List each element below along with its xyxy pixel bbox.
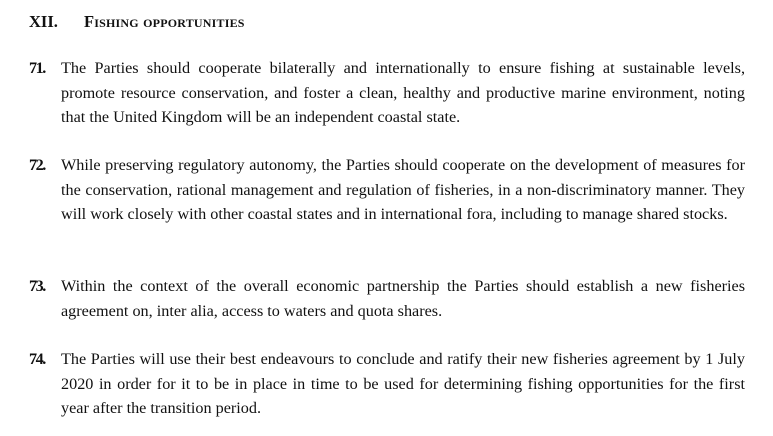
paragraph-72: [29, 153, 745, 227]
paragraph-text: The Parties will use their best endeavours to conclude and ratify their new fisheries agreement by 1 July 2020 in order for it to be in place in time to be used for determining fishing opportunities for the first year after the transition period.: [61, 350, 745, 417]
section-number: XII.: [29, 12, 58, 31]
paragraph-text: While preserving regulatory autonomy, the Parties should cooperate on the development of measures for the conservation, rational management and regulation of fisheries, in a non-discriminatory manner. They will work closely with other coastal states and in international fora, including to manage shared stocks.: [61, 156, 745, 223]
paragraph-71: [29, 56, 745, 130]
paragraph-number: 72.: [29, 156, 45, 174]
paragraph-number: 73.: [29, 277, 45, 295]
paragraph-text: The Parties should cooperate bilaterally and internationally to ensure fishing at sustainable levels, promote resource conservation, and foster a clean, healthy and productive marine environment, noting that the United Kingdom will be an independent coastal state.: [61, 59, 745, 126]
paragraph-text: Within the context of the overall economic partnership the Parties should establish a new fisheries agreement on, inter alia, access to waters and quota shares.: [61, 277, 745, 320]
section-title: Fishing opportunities: [84, 12, 245, 31]
paragraph-number: 74.: [29, 350, 45, 368]
paragraph-74: [29, 347, 745, 421]
paragraph-number: 71.: [29, 59, 45, 77]
section-heading: [29, 12, 245, 32]
paragraph-73: [29, 274, 745, 323]
